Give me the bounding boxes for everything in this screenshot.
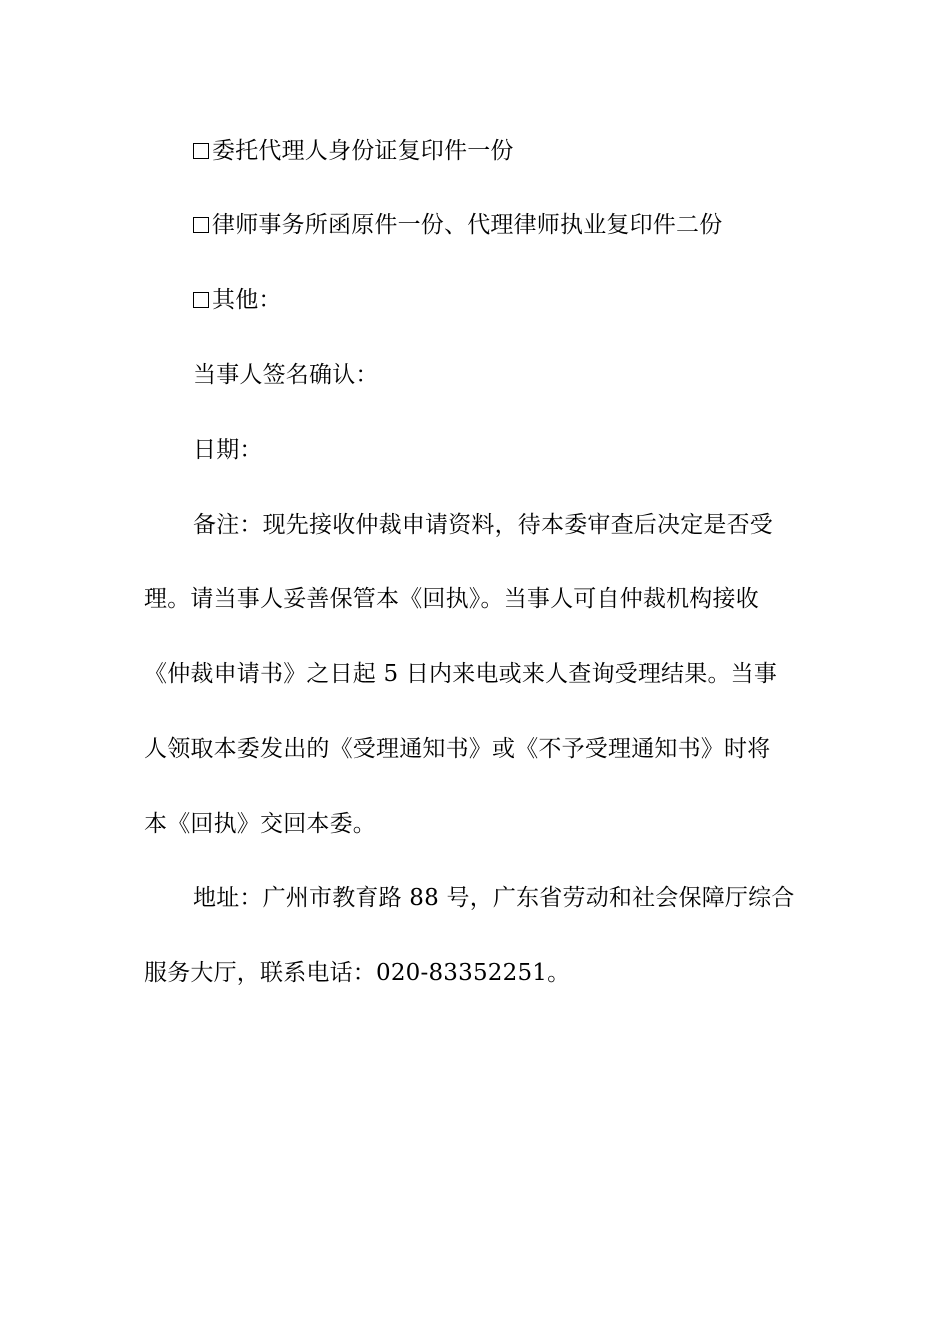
remark-line-1: 备注：现先接收仲裁申请资料，待本委审查后决定是否受 <box>193 512 773 538</box>
address-line-1: 地址：广州市教育路 88 号，广东省劳动和社会保障厅综合 <box>193 885 795 911</box>
checklist-item-agent-id <box>193 136 514 166</box>
checklist-item-other <box>193 285 282 315</box>
remark-line-3: 《仲裁申请书》之日起 5 日内来电或来人查询受理结果。当事 <box>144 661 778 687</box>
address-line-2: 服务大厅，联系电话：020-83352251。 <box>144 960 571 986</box>
remark-line-4: 人领取本委发出的《受理通知书》或《不予受理通知书》时将 <box>144 736 771 762</box>
checkbox-icon[interactable] <box>193 217 209 233</box>
checkbox-icon[interactable] <box>193 292 209 308</box>
checklist-item-label: 委托代理人身份证复印件一份 <box>212 138 514 164</box>
signature-label: 当事人签名确认： <box>193 362 379 388</box>
date-label: 日期： <box>193 437 263 463</box>
checklist-item-label: 律师事务所函原件一份、代理律师执业复印件二份 <box>212 212 723 238</box>
remark-line-2: 理。请当事人妥善保管本《回执》。当事人可自仲裁机构接收 <box>144 586 759 612</box>
checkbox-icon[interactable] <box>193 143 209 159</box>
remark-line-5: 本《回执》交回本委。 <box>144 811 376 837</box>
checklist-item-law-firm-letter <box>193 210 722 240</box>
checklist-item-label: 其他： <box>212 287 282 313</box>
